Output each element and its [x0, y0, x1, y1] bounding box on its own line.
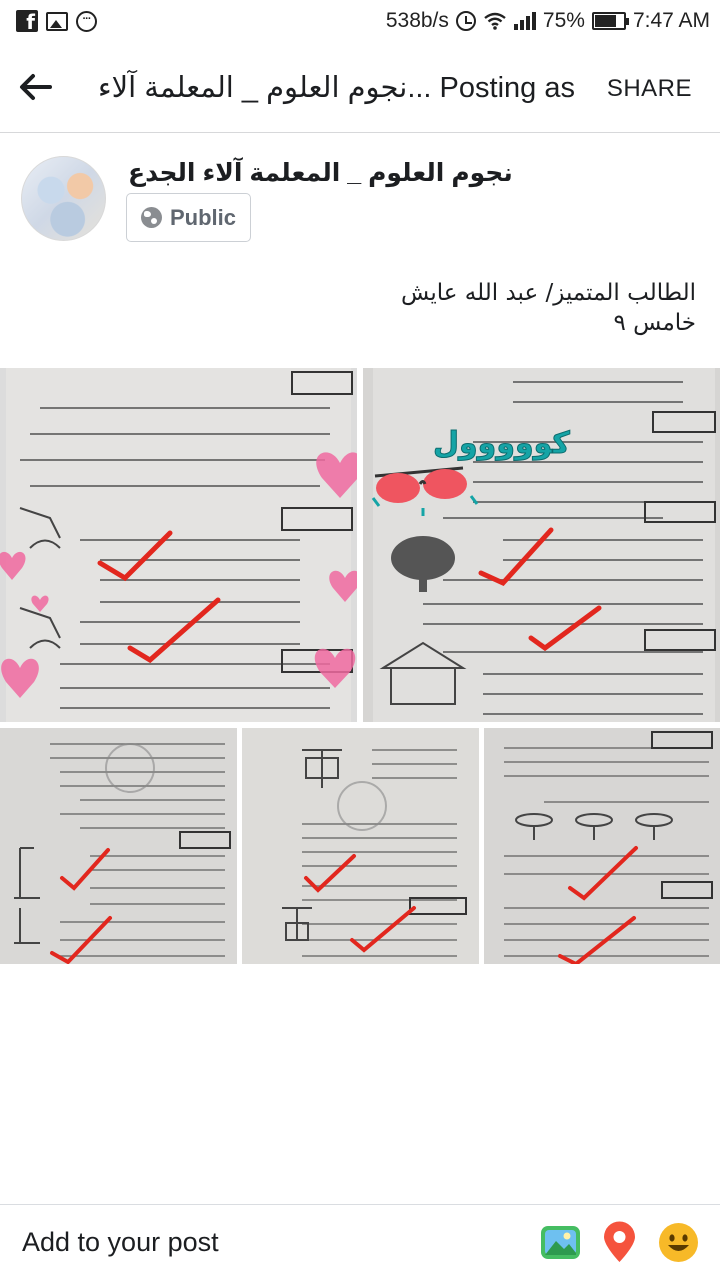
wifi-icon [483, 12, 507, 30]
facebook-icon: f [16, 10, 38, 32]
attached-photo[interactable] [0, 728, 237, 964]
share-button[interactable]: SHARE [606, 75, 692, 102]
sticker-text: كووووول [433, 426, 570, 461]
attached-photo[interactable] [363, 368, 720, 722]
net-speed: 538b/s [385, 9, 449, 32]
author-name: نجوم العلوم _ المعلمة آلاء الجدع [128, 159, 513, 187]
add-to-post-label[interactable]: Add to your post [22, 1227, 219, 1257]
alarm-icon [456, 11, 476, 31]
status-bar [0, 0, 720, 42]
gallery-icon [46, 12, 68, 31]
attached-photo[interactable] [242, 728, 479, 964]
clock: 7:47 AM [632, 9, 710, 32]
page-title: نجوم العلوم _ المعلمة آلاء... Posting as [98, 71, 575, 104]
battery-fill [595, 15, 616, 27]
battery-percent: 75% [542, 9, 585, 32]
feeling-emoji-icon[interactable] [657, 1221, 700, 1264]
privacy-selector[interactable] [126, 193, 251, 242]
photo-icon[interactable] [539, 1221, 582, 1264]
avatar [21, 156, 106, 241]
attached-photo[interactable] [484, 728, 720, 964]
post-text-input[interactable] [36, 278, 696, 338]
privacy-label: Public [170, 204, 237, 230]
attached-photo[interactable] [0, 368, 357, 722]
worksheet-image [0, 728, 237, 964]
battery-icon [592, 12, 626, 30]
author-row [0, 133, 720, 253]
worksheet-image [0, 368, 357, 722]
app-header [0, 42, 720, 133]
post-text-line: الطالب المتميز/ عبد الله عايش [401, 280, 696, 306]
add-to-post-icons [539, 1221, 700, 1264]
back-button[interactable] [0, 42, 70, 133]
location-pin-icon[interactable] [598, 1221, 641, 1264]
more-icon: ··· [76, 11, 97, 32]
system-status [386, 9, 710, 33]
worksheet-image [484, 728, 720, 964]
notification-icons [16, 10, 97, 32]
globe-icon [141, 207, 162, 228]
arrow-left-icon [18, 73, 52, 101]
add-to-post-bar [0, 1204, 720, 1280]
worksheet-image [242, 728, 479, 964]
post-text-line: خامس ٩ [613, 310, 696, 336]
photo-grid [0, 368, 720, 964]
worksheet-image [363, 368, 720, 722]
signal-icon [514, 12, 536, 30]
